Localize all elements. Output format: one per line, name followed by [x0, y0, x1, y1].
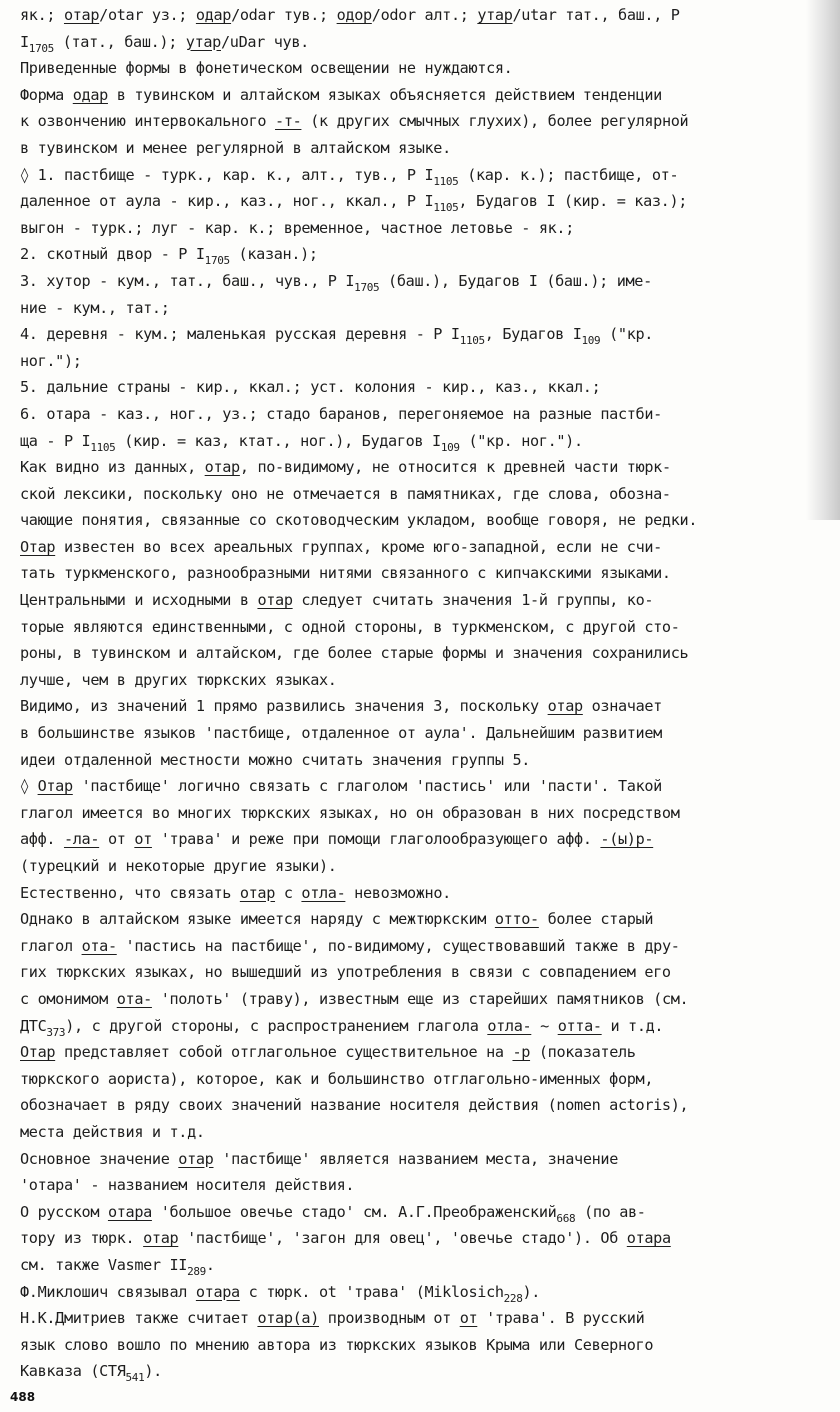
underlined-term: отар: [143, 1229, 179, 1248]
subscript-reference: 289: [187, 1264, 206, 1278]
underlined-term: от: [459, 1309, 478, 1328]
text-segment: чающие понятия, связанные со скотоводческим укладом, вообще говоря, не редки.: [20, 511, 698, 530]
underlined-term: -т-: [275, 112, 302, 131]
text-segment: невозможно.: [345, 883, 451, 902]
subscript-reference: 1105: [433, 201, 459, 215]
underlined-term: ота-: [81, 936, 117, 955]
underlined-term: отар: [204, 458, 240, 477]
text-segment: (по ав-: [575, 1202, 646, 1221]
text-segment: /odor алт.;: [371, 6, 478, 24]
text-segment: Форма: [20, 85, 73, 104]
text-segment: 'пастись на пастбище', по-видимому, существовавший также в дру-: [116, 936, 680, 955]
text-segment: ща - Р I: [20, 431, 91, 450]
text-line: [20, 1332, 830, 1359]
text-segment: лучше, чем в других тюркских языках.: [20, 670, 337, 689]
text-line: [20, 215, 830, 242]
text-line: [20, 1305, 830, 1332]
text-line: [20, 773, 830, 800]
text-segment: ◊: [20, 777, 38, 796]
text-line: [20, 295, 830, 322]
text-segment: глагол имеется во многих тюркских языках, но он образован в них посредством: [20, 803, 680, 822]
text-line: [20, 1013, 830, 1040]
underlined-term: отар: [178, 1149, 214, 1168]
text-segment: як.;: [20, 6, 64, 24]
text-segment: , по-видимому, не относится к древней части тюрк-: [239, 458, 671, 477]
underlined-term: Отар: [37, 777, 73, 796]
text-segment: язык слово вошло по мнению автора из тюркских языков Крыма или Северного: [20, 1335, 654, 1354]
text-line: [20, 667, 830, 694]
text-line: [20, 720, 830, 747]
text-segment: более старый: [538, 910, 654, 929]
text-line: [20, 693, 830, 720]
text-segment: тать туркменского, разнообразными нитями связанного с кипчакскими языками.: [20, 564, 671, 583]
underlined-term: отла-: [301, 883, 346, 902]
subscript-reference: 1105: [90, 440, 116, 454]
text-segment: /uDar чув.: [220, 32, 309, 51]
subscript-reference: 1105: [433, 174, 459, 188]
text-line: [20, 108, 830, 135]
text-segment: Кавказа (СТЯ: [20, 1362, 126, 1381]
text-line: [20, 29, 830, 56]
text-line: [20, 1358, 830, 1385]
text-line: [20, 826, 830, 853]
text-line: [20, 401, 830, 428]
text-line: [20, 1225, 830, 1252]
text-line: [20, 906, 830, 933]
text-segment: 6. отара - каз., ног., уз.; стадо баранов, перегоняемое на разные пастби-: [20, 404, 662, 423]
text-segment: 'отара' - названием носителя действия.: [20, 1176, 355, 1195]
text-segment: в тувинском и алтайском языках объясняется действием тенденции: [107, 85, 662, 104]
underlined-term: отар: [239, 883, 276, 902]
text-segment: ног.");: [20, 351, 82, 370]
text-segment: /utar тат., баш., Р: [512, 6, 680, 24]
text-line: [20, 1252, 830, 1279]
text-line: [20, 587, 830, 614]
text-segment: Как видно из данных,: [20, 458, 205, 477]
subscript-reference: 228: [503, 1291, 523, 1305]
underlined-term: отар: [547, 697, 583, 716]
text-segment: /otar уз.;: [99, 6, 196, 24]
underlined-term: отта-: [557, 1016, 602, 1035]
text-line: [20, 853, 830, 880]
underlined-term: отара: [107, 1202, 152, 1221]
text-segment: Н.К.Дмитриев также считает: [20, 1309, 258, 1328]
text-segment: (показатель: [530, 1043, 636, 1062]
text-segment: роны, в тувинском и алтайском, где более старые формы и значения сохранились: [20, 644, 689, 663]
text-line: [20, 800, 830, 827]
text-line: [20, 1199, 830, 1226]
text-line: [20, 348, 830, 375]
text-line: [20, 640, 830, 667]
text-segment: Однако в алтайском языке имеется наряду с межтюркским: [20, 910, 495, 929]
underlined-term: утар: [477, 6, 513, 24]
text-segment: 'трава' и реже при помощи глаголообразующего афф.: [151, 830, 601, 849]
text-segment: см. также Vasmer II: [20, 1255, 188, 1274]
text-line: [20, 2, 830, 29]
text-line: [20, 1172, 830, 1199]
text-segment: 'большое овечье стадо' см. А.Г.Преображенский: [151, 1202, 557, 1221]
underlined-term: -(ы)р-: [600, 830, 654, 849]
underlined-term: отар: [257, 591, 293, 610]
text-segment: ).: [144, 1362, 162, 1381]
underlined-term: Отар: [20, 1043, 56, 1062]
underlined-term: отар: [63, 6, 100, 24]
text-segment: афф.: [20, 830, 64, 849]
text-segment: в тувинском и менее регулярной в алтайском языке.: [20, 138, 451, 157]
text-line: [20, 1092, 830, 1119]
text-segment: 'полоть' (траву), известным еще из старейших памятников (см.: [151, 989, 689, 1008]
text-segment: идеи отдаленной местности можно считать значения группы 5.: [20, 750, 531, 769]
underlined-term: Отар: [20, 537, 56, 556]
text-segment: , Будагов I: [484, 325, 582, 344]
subscript-reference: 109: [440, 440, 460, 454]
text-line: [20, 82, 830, 109]
text-segment: выгон - турк.; луг - кар. к.; временное, частное летовье - як.;: [20, 218, 575, 237]
underlined-term: ота-: [116, 989, 152, 1008]
text-segment: .: [205, 1255, 215, 1274]
page-number: 488: [10, 1390, 36, 1404]
text-line: [20, 560, 830, 587]
text-segment: (кар. к.); пастбище, от-: [458, 165, 679, 184]
text-line: [20, 534, 830, 561]
subscript-reference: 1705: [28, 41, 54, 55]
text-line: [20, 241, 830, 268]
subscript-reference: 541: [125, 1371, 145, 1385]
subscript-reference: 1705: [354, 280, 380, 294]
text-line: [20, 1066, 830, 1093]
subscript-reference: 373: [46, 1025, 66, 1039]
underlined-term: отар(а): [257, 1309, 319, 1328]
text-segment: ДТС: [20, 1016, 47, 1035]
underlined-term: отара: [626, 1229, 671, 1248]
text-segment: (к других смычных глухих), более регулярной: [301, 112, 689, 131]
text-segment: ), с другой стороны, с распространением глагола: [65, 1016, 488, 1035]
text-line: [20, 454, 830, 481]
text-segment: глагол: [20, 936, 82, 955]
subscript-reference: 668: [556, 1211, 576, 1225]
text-segment: ◊ 1. пастбище - турк., кар. к., алт., тув., Р I: [20, 165, 434, 184]
text-line: [20, 374, 830, 401]
text-segment: Центральными и исходными в: [20, 591, 258, 610]
text-segment: (казан.);: [229, 245, 318, 264]
underlined-term: отла-: [487, 1016, 532, 1035]
text-segment: к озвончению интервокального: [20, 112, 276, 131]
text-segment: производным от: [319, 1309, 460, 1328]
underlined-term: одар: [72, 85, 108, 104]
text-line: [20, 1119, 830, 1146]
text-line: [20, 162, 830, 189]
text-segment: даленное от аула - кир., каз., ног., ккал., Р I: [20, 192, 434, 211]
text-segment: и т.д.: [601, 1016, 664, 1035]
text-segment: торые являются единственными, с одной стороны, в туркменском, с другой сто-: [20, 617, 680, 636]
text-segment: ской лексики, поскольку оно не отмечается в памятниках, где слова, обозна-: [20, 484, 671, 503]
text-segment: от: [99, 830, 135, 849]
text-segment: 3. хутор - кум., тат., баш., чув., Р I: [20, 271, 355, 290]
text-segment: Видимо, из значений 1 прямо развились значения 3, поскольку: [20, 697, 548, 716]
text-segment: ~: [531, 1016, 558, 1035]
text-segment: ("кр. ног.").: [459, 431, 583, 450]
text-line: [20, 1039, 830, 1066]
underlined-term: отто-: [494, 910, 539, 929]
text-segment: места действия и т.д.: [20, 1122, 205, 1141]
underlined-term: -ла-: [63, 830, 100, 849]
text-segment: тюркского аориста), которое, как и большинство отглагольно-именных форм,: [20, 1069, 654, 1088]
text-segment: ("кр.: [600, 325, 654, 344]
text-line: [20, 268, 830, 295]
text-segment: ).: [522, 1282, 541, 1301]
subscript-reference: 1105: [459, 334, 485, 348]
text-line: [20, 135, 830, 162]
text-line: [20, 933, 830, 960]
text-segment: с: [275, 883, 302, 902]
text-line: [20, 428, 830, 455]
text-segment: означает: [582, 697, 662, 716]
text-segment: известен во всех ареальных группах, кроме юго-западной, если не счи-: [55, 537, 662, 556]
text-line: [20, 614, 830, 641]
underlined-term: утар: [185, 32, 221, 51]
text-line: [20, 959, 830, 986]
text-line: [20, 880, 830, 907]
text-line: [20, 481, 830, 508]
text-line: [20, 1279, 830, 1306]
article-body: [20, 2, 830, 1385]
subscript-reference: 109: [581, 334, 601, 348]
text-segment: 5. дальние страны - кир., ккал.; уст. колония - кир., каз., ккал.;: [20, 378, 601, 397]
underlined-term: отара: [195, 1282, 240, 1301]
text-segment: 2. скотный двор - Р I: [20, 245, 205, 264]
underlined-term: одор: [336, 6, 372, 24]
text-line: [20, 986, 830, 1013]
text-segment: следует считать значения 1-й группы, ко-: [292, 591, 654, 610]
text-segment: 'пастбище' логично связать с глаголом 'пастись' или 'пасти'. Такой: [72, 777, 662, 796]
text-line: [20, 507, 830, 534]
text-segment: ние - кум., тат.;: [20, 298, 170, 317]
text-segment: (кир. = каз, ктат., ног.), Будагов I: [115, 431, 441, 450]
text-segment: (турецкий и некоторые другие языки).: [20, 857, 337, 875]
text-segment: 'пастбище', 'загон для овец', 'овечье стадо'). Об: [178, 1229, 627, 1248]
text-segment: Естественно, что связать: [20, 883, 240, 902]
text-segment: /odar тув.;: [231, 6, 337, 24]
text-segment: 'трава'. В русский: [477, 1309, 645, 1328]
text-segment: гих тюркских языках, но вышедший из употребления в связи с совпадением его: [20, 963, 671, 982]
text-segment: , Будагов I (кир. = каз.);: [458, 192, 688, 211]
text-line: [20, 1146, 830, 1173]
text-segment: с тюрк. ot 'трава' (Miklosich: [239, 1282, 504, 1301]
underlined-term: от: [134, 830, 152, 849]
underlined-term: -р: [512, 1043, 531, 1062]
text-line: [20, 321, 830, 348]
text-segment: 'пастбище' является названием места, значение: [213, 1149, 618, 1168]
text-segment: 4. деревня - кум.; маленькая русская деревня - Р I: [20, 325, 460, 344]
text-segment: представляет собой отглагольное существительное на: [55, 1043, 513, 1062]
text-segment: О русском: [20, 1202, 108, 1221]
text-segment: (баш.), Будагов I (баш.); име-: [379, 271, 652, 290]
text-segment: с омонимом: [20, 989, 117, 1008]
text-segment: тору из тюрк.: [20, 1229, 144, 1248]
subscript-reference: 1705: [204, 254, 230, 268]
text-segment: в большинстве языков 'пастбище, отдаленное от аула'. Дальнейшим развитием: [20, 724, 662, 743]
text-line: [20, 747, 830, 774]
text-segment: (тат., баш.);: [53, 32, 186, 51]
text-segment: Приведенные формы в фонетическом освещении не нуждаются.: [20, 59, 513, 78]
text-segment: I: [20, 32, 29, 51]
underlined-term: одар: [195, 6, 232, 24]
text-segment: Ф.Миклошич связывал: [20, 1282, 196, 1301]
text-line: [20, 188, 830, 215]
text-segment: обозначает в ряду своих значений название носителя действия (nomen actoris),: [20, 1096, 689, 1115]
text-segment: Основное значение: [20, 1149, 179, 1168]
text-line: [20, 55, 830, 82]
